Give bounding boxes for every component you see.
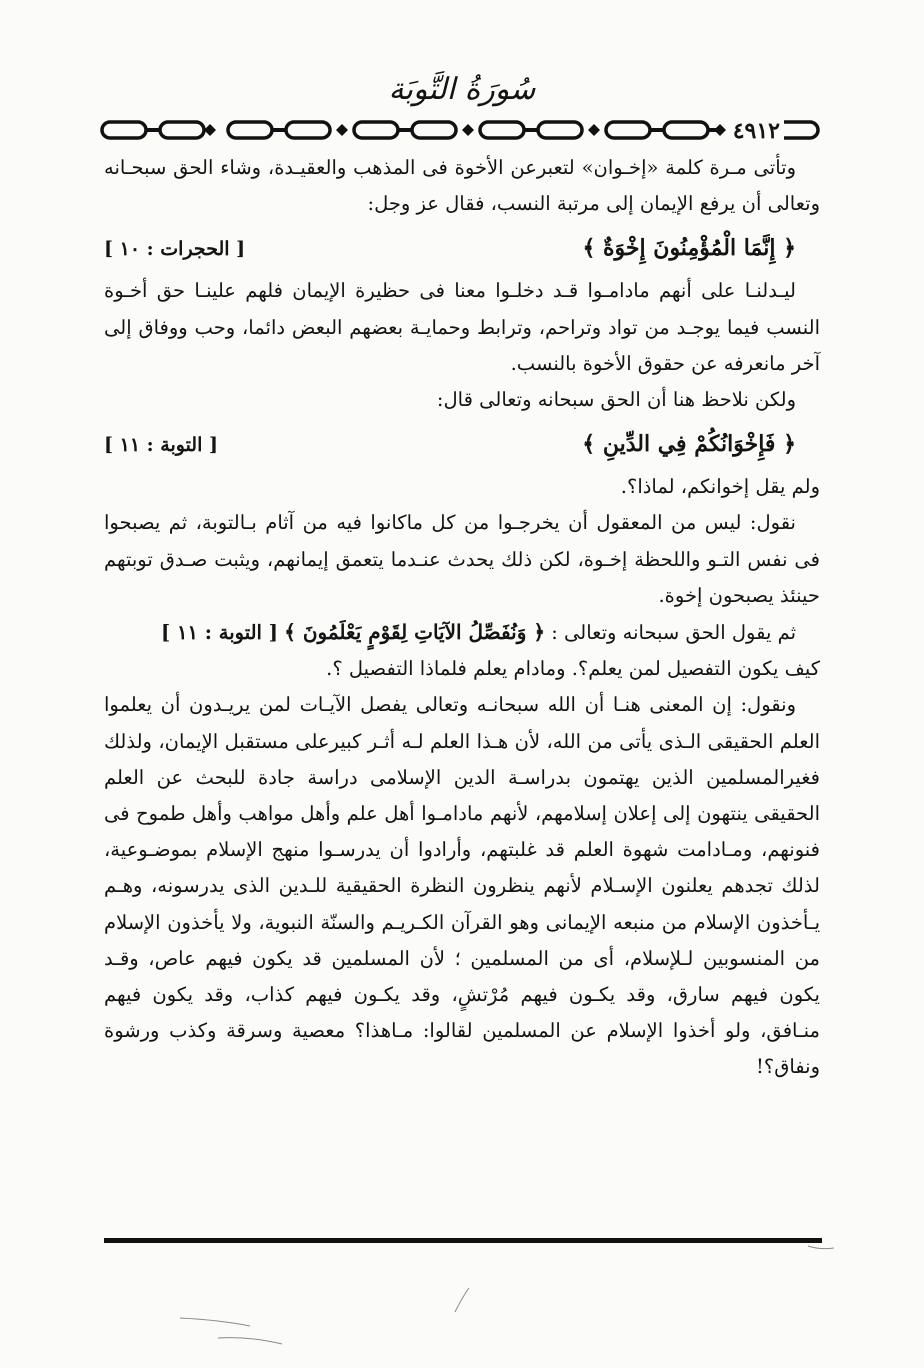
paragraph: كيف يكون التفصيل لمن يعلم؟. ومادام يعلم فلماذا التفصيل ؟. <box>326 657 820 681</box>
paragraph-line: وتأتى مـرة كلمة «إخـوان» لتعبرعن الأخوة فى المذهب والعقيـدة، وشاء الحق سبحـانه <box>104 156 796 179</box>
page-number: ٤٩١٢ <box>729 118 784 144</box>
paragraph-line: وتعالى أن يرفع الإيمان إلى مرتبة النسب، فقال عز وجل: <box>367 192 820 216</box>
surah-title: سُورَةُ التَّوبَة <box>388 72 536 107</box>
verse-text: ﴿ إِنَّمَا الْمُؤْمِنُونَ إِخْوَةٌ ﴾ <box>582 235 796 262</box>
verse-reference: [ التوبة : ١١ ] <box>104 434 218 457</box>
paragraph: ولكن نلاحظ هنا أن الحق سبحانه وتعالى قال: <box>436 388 796 412</box>
paragraph: نقول: ليس من المعقول أن يخرجـوا من كل ماكانوا فيه من آثام بـالتوبة، ثم يصبحوا فى نفس التـو واللحظة إخـوة، لكن ذلك يحدث عنـدما يتعمق إيمانهم، ويثبت صـدق توبتهم حينئذ يصبحون إخوة. <box>104 511 820 607</box>
paragraph: ونقول: إن المعنى هنـا أن الله سبحانـه وتعالى يفصل الآيـات لمن يريـدون أن يعلموا العلم الحقيقى الـذى يأتى من الله، لأن هـذا العلم لـه أثـر كبيرعلى مستقبل الإيمان، ولذلك فغيرالمسلمين الذين يهتمون بدراسـة الدين الإسلامى دراسة جادة للبحث عن العلم الحقيقى ينتهون إلى إعلان إسلامهم، لأنهم مادامـوا أهل علم وأهل مواهب وأهل طموح فى فنونهم، ومـادامت شهوة العلم قد غلبتهم، وأرادوا أن يدرسـوا منهج الإسلام بموضـوعية، لذلك تجدهم يعلنون الإسـلام لأنهم ينظرون النظرة الحقيقية للـدين الذى يدرسونه، وهـم يـأخذون الإسلام من منبعه الإيمانى وهو القرآن الكـريـم والسنّة النبوية، ولا يأخذون الإسلام من المنسوبين لـلإسلام، أى من المسلمين ؛ لأن المسلمين قد يكون فيهم عاص، وقـد يكون فيهم سارق، وقد يكـون فيهم مُرْتشٍ، وقد يكـون فيهم كذاب، وقد يكون فيهم منـافق، ولو أخذوا الإسلام عن المسلمين لقالوا: مـاهذا؟ معصية وسرقة وكذب ورشوة ونفاق؟! <box>104 693 820 1079</box>
paragraph: ليـدلنـا على أنهم مادامـوا قـد دخلـوا معنا فى حظيرة الإيمان فلهم علينـا حق أخـوة النسب فيما يوجـد من تواد وتراحم، وترابط وحمايـة بعضهم البعض دائما، وحب ووفاق إلى آخر مانعرفه عن حقوق الأخوة بالنسب. <box>104 279 820 375</box>
inline-verse: ﴿ وَنُفَصِّلُ الآيَاتِ لِقَوْمٍ يَعْلَمُونَ ﴾ <box>284 620 546 645</box>
verse-reference: [ الحجرات : ١٠ ] <box>104 238 246 261</box>
paragraph-text: ثم يقول الحق سبحانه وتعالى : <box>551 621 796 645</box>
verse-reference: [ التوبة : ١١ ] <box>161 621 278 645</box>
paragraph: ولم يقل إخوانكم، لماذا؟. <box>620 475 820 499</box>
verse-text: ﴿ فَإِخْوَانُكُمْ فِي الدِّينِ ﴾ <box>582 431 796 458</box>
